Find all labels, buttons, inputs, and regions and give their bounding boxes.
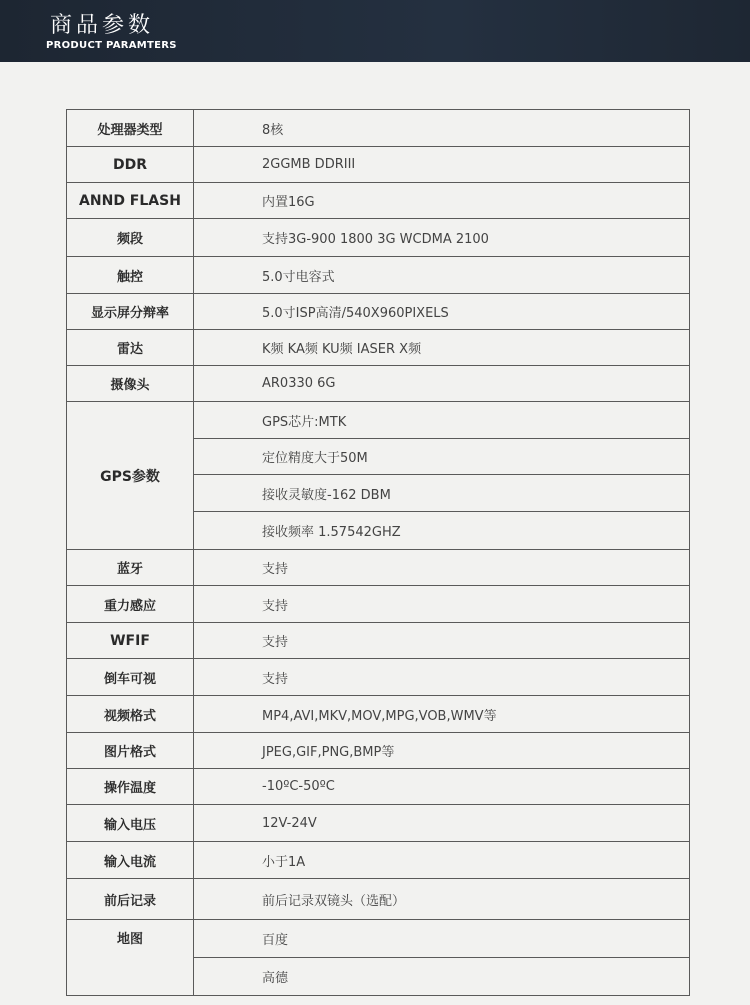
spec-value: 前后记录双镜头（选配） <box>194 879 690 920</box>
spec-value: 内置16G <box>194 183 690 219</box>
spec-row <box>67 110 690 147</box>
spec-value: 接收频率 1.57542GHZ <box>194 512 690 550</box>
spec-row <box>67 842 690 879</box>
spec-value: 支持 <box>194 659 690 696</box>
spec-label: 地图 <box>67 920 194 996</box>
spec-label: ANND FLASH <box>67 183 194 219</box>
spec-row <box>67 696 690 733</box>
spec-value: AR0330 6G <box>194 366 690 402</box>
spec-row <box>67 733 690 769</box>
spec-value: 支持3G-900 1800 3G WCDMA 2100 <box>194 219 690 257</box>
spec-value: 2GGMB DDRIII <box>194 147 690 183</box>
spec-label: GPS参数 <box>67 402 194 550</box>
spec-value: 接收灵敏度-162 DBM <box>194 475 690 512</box>
spec-value: GPS芯片:MTK <box>194 402 690 439</box>
spec-value: 支持 <box>194 623 690 659</box>
spec-value: JPEG,GIF,PNG,BMP等 <box>194 733 690 769</box>
spec-value: 5.0寸电容式 <box>194 257 690 294</box>
spec-row <box>67 402 690 439</box>
spec-label: 输入电压 <box>67 805 194 842</box>
spec-row <box>67 879 690 920</box>
spec-label: 重力感应 <box>67 586 194 623</box>
spec-value: 12V-24V <box>194 805 690 842</box>
spec-label: 蓝牙 <box>67 550 194 586</box>
spec-value: 高德 <box>194 958 690 996</box>
spec-row <box>67 659 690 696</box>
spec-label: DDR <box>67 147 194 183</box>
spec-row <box>67 805 690 842</box>
spec-row <box>67 330 690 366</box>
spec-label: 前后记录 <box>67 879 194 920</box>
spec-label: 操作温度 <box>67 769 194 805</box>
spec-value: 支持 <box>194 550 690 586</box>
spec-value: -10ºC-50ºC <box>194 769 690 805</box>
spec-label: 图片格式 <box>67 733 194 769</box>
spec-label: 雷达 <box>67 330 194 366</box>
spec-row <box>67 623 690 659</box>
spec-row <box>67 257 690 294</box>
spec-value: 8核 <box>194 110 690 147</box>
spec-value: 小于1A <box>194 842 690 879</box>
page-header <box>0 0 750 62</box>
spec-label: 频段 <box>67 219 194 257</box>
spec-row <box>67 920 690 958</box>
spec-row <box>67 769 690 805</box>
spec-row <box>67 183 690 219</box>
spec-label: 倒车可视 <box>67 659 194 696</box>
spec-label: WFIF <box>67 623 194 659</box>
spec-row <box>67 219 690 257</box>
spec-value: 支持 <box>194 586 690 623</box>
spec-label: 视频格式 <box>67 696 194 733</box>
spec-row <box>67 586 690 623</box>
spec-row <box>67 147 690 183</box>
page-subtitle: PRODUCT PARAMTERS <box>46 40 177 51</box>
spec-label: 输入电流 <box>67 842 194 879</box>
spec-row <box>67 366 690 402</box>
spec-row <box>67 550 690 586</box>
page-title: 商品参数 <box>50 13 155 38</box>
spec-value: 定位精度大于50M <box>194 439 690 475</box>
spec-table <box>66 109 690 996</box>
spec-value: MP4,AVI,MKV,MOV,MPG,VOB,WMV等 <box>194 696 690 733</box>
spec-label: 摄像头 <box>67 366 194 402</box>
spec-label: 处理器类型 <box>67 110 194 147</box>
spec-label: 触控 <box>67 257 194 294</box>
spec-value: K频 KA频 KU频 IASER X频 <box>194 330 690 366</box>
spec-value: 5.0寸ISP高清/540X960PIXELS <box>194 294 690 330</box>
spec-row <box>67 294 690 330</box>
spec-value: 百度 <box>194 920 690 958</box>
spec-label: 显示屏分辩率 <box>67 294 194 330</box>
